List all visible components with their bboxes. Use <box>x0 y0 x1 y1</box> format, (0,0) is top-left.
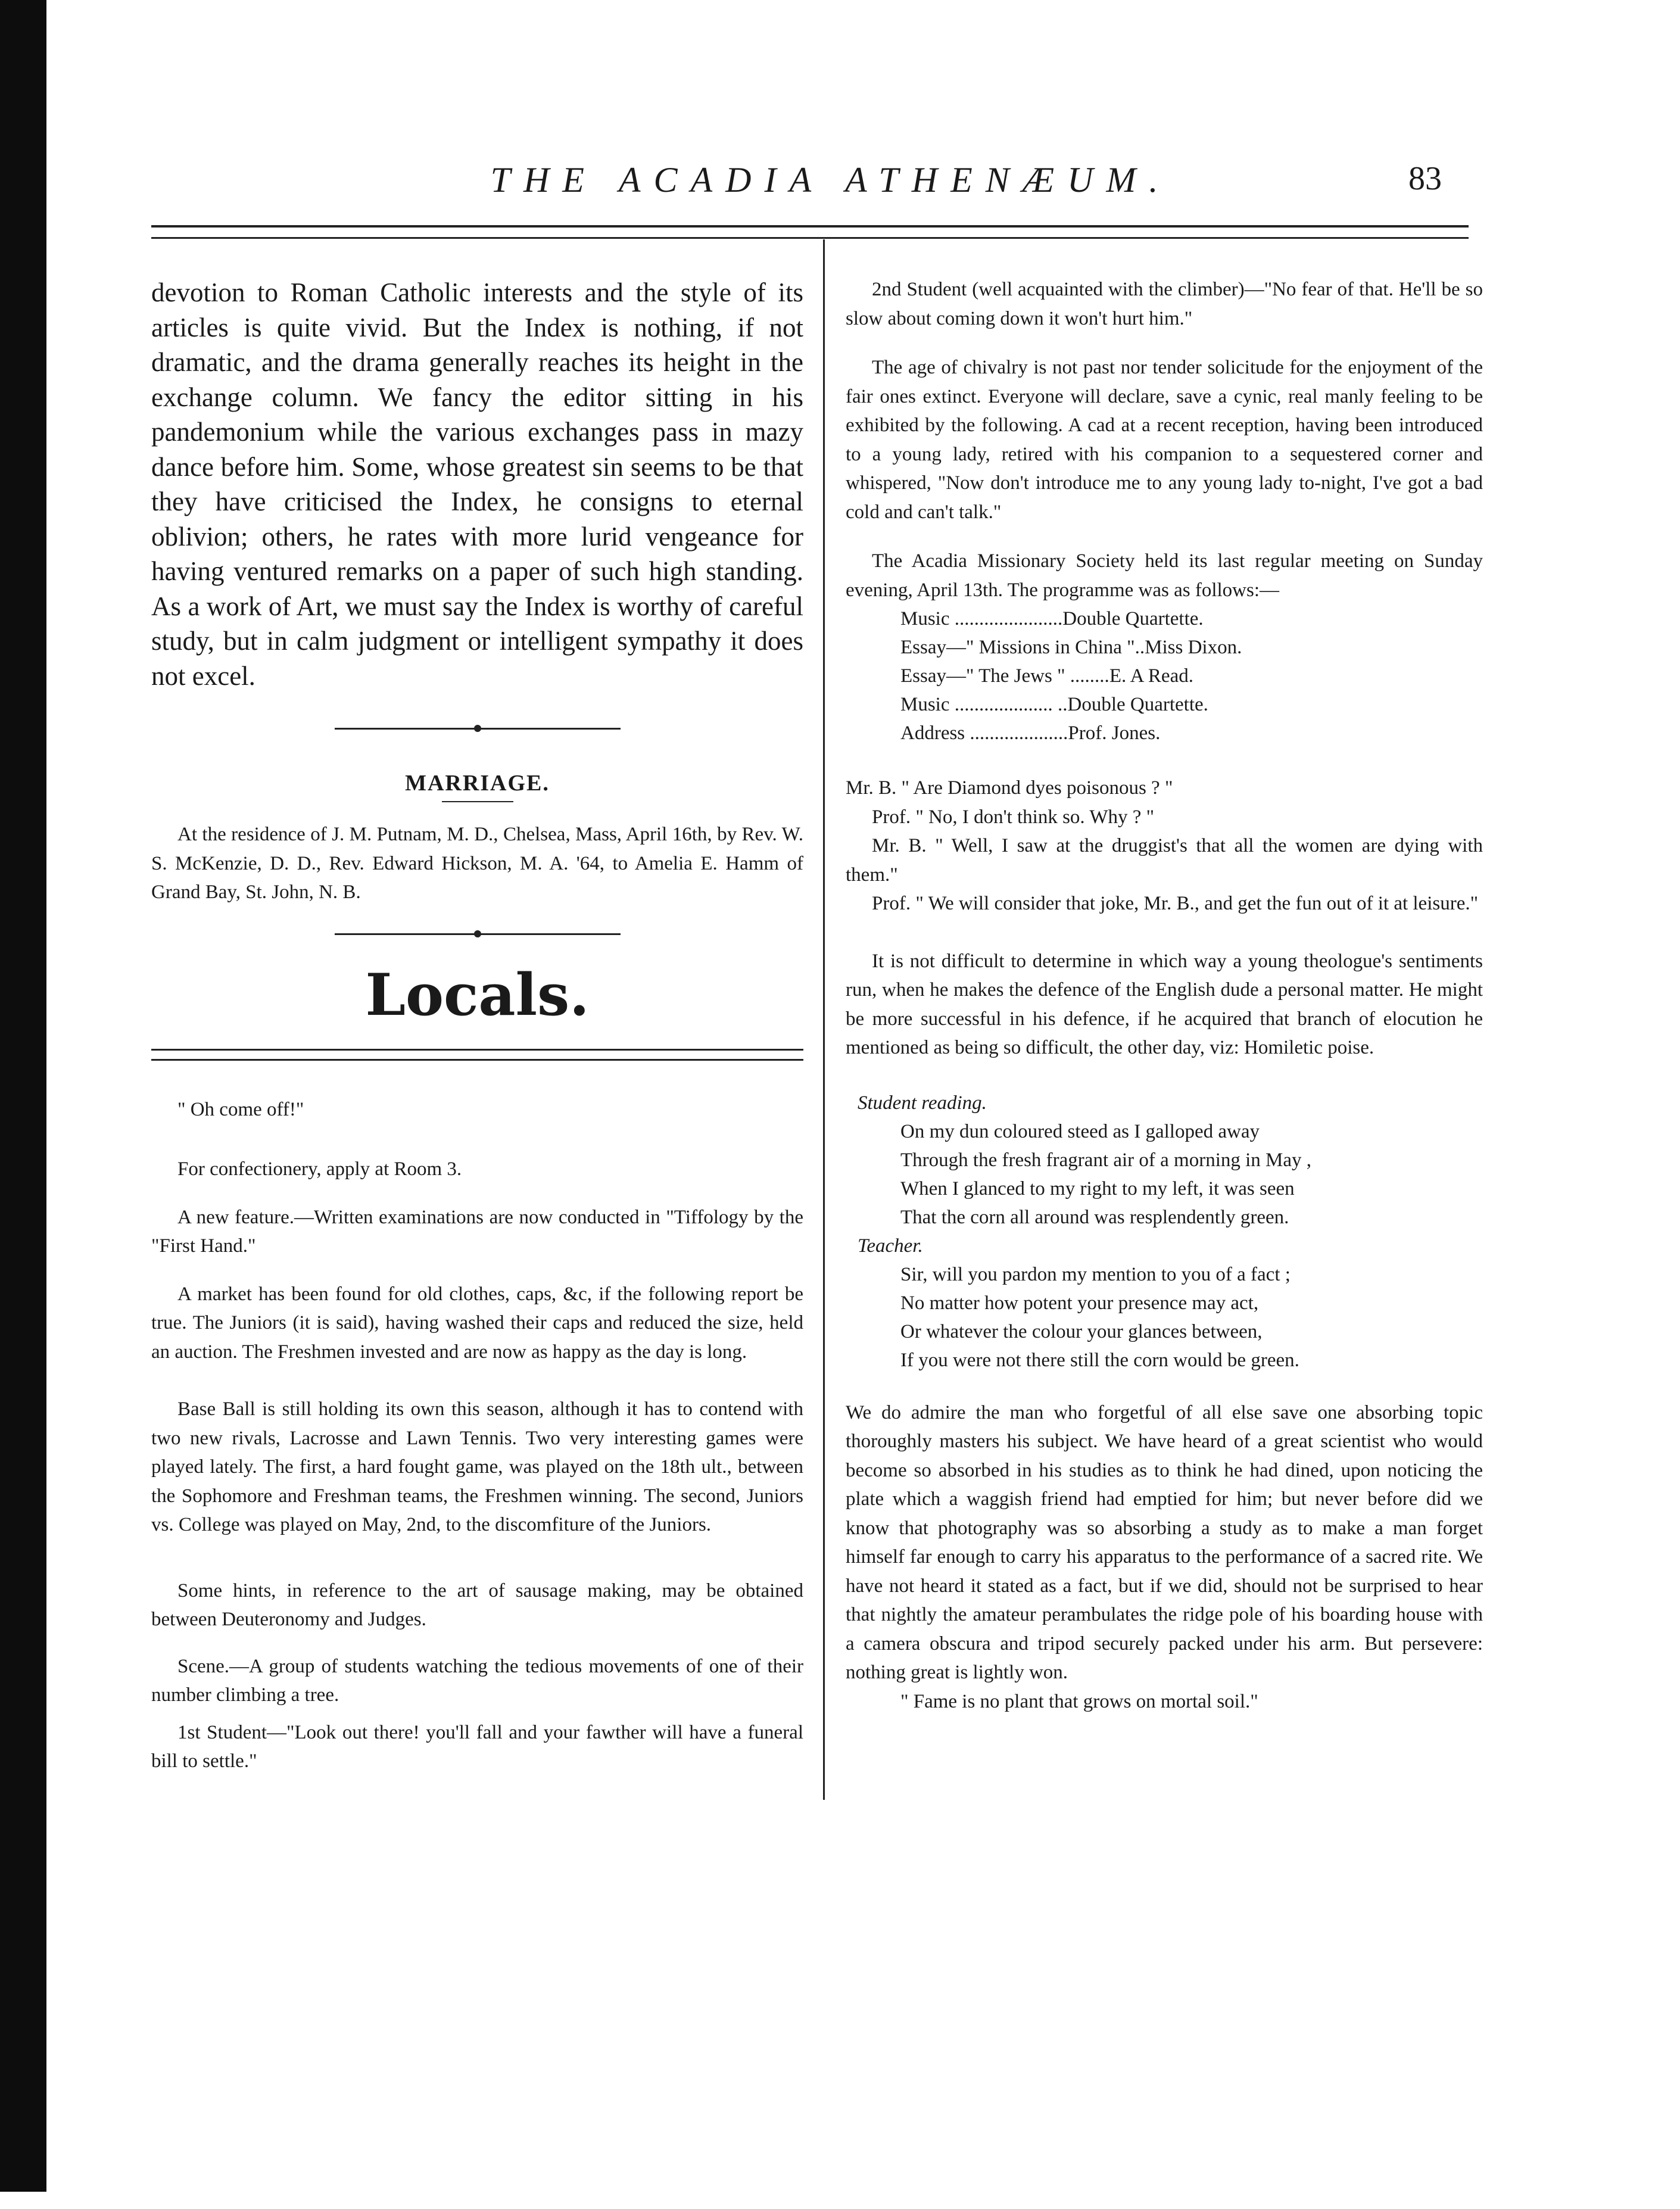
marriage-heading: MARRIAGE. <box>405 771 550 796</box>
locals-item: Base Ball is still holding its own this season, although it has to contend with two new rivals, Lacrosse and Lawn Tennis. Two very interesting games were played lately. The first, a hard fought game, was played on the 18th ult., between the Sophomore and Freshman teams, the Freshmen winning. The second, Juniors vs. College was played on May, 2nd, to the discomfiture of the Juniors. <box>151 1398 803 1535</box>
poem-line: That the corn all around was resplendently green. <box>900 1206 1289 1228</box>
locals-rule-top <box>151 1049 803 1051</box>
programme-list <box>900 605 1483 747</box>
divider-dot <box>474 930 481 937</box>
programme-performer: E. A Read. <box>1109 665 1193 687</box>
second-student-paragraph: 2nd Student (well acquainted with the climber)—"No fear of that. He'll be so slow about coming down it won't hurt him." <box>846 279 1483 329</box>
dialogue-line: Mr. B. " Well, I saw at the druggist's that all the women are dying with them." <box>846 835 1483 886</box>
header-rule-bottom <box>151 237 1469 239</box>
teacher-label: Teacher. <box>858 1235 923 1257</box>
section-divider <box>335 933 621 935</box>
theologue-paragraph: It is not difficult to determine in which way a young theologue's sentiments run, when he makes the defence of the English dude a personal matter. He might be more successful in his defence, if he acquired that branch of elocution he mentioned as being so difficult, the other day, viz: Homiletic poise. <box>846 950 1483 1058</box>
programme-row <box>900 662 1483 690</box>
student-label: Student reading. <box>858 1092 987 1114</box>
dialogue-line: Prof. " We will consider that joke, Mr. B., and get the fun out of it at leisure." <box>872 893 1479 914</box>
locals-item: Scene.—A group of students watching the tedious movements of one of their number climbing a tree. <box>151 1655 803 1706</box>
fame-quote: " Fame is no plant that grows on mortal soil." <box>900 1690 1258 1712</box>
locals-item: Some hints, in reference to the art of sausage making, may be obtained between Deuteronomy and Judges. <box>151 1579 803 1630</box>
programme-row <box>900 605 1483 633</box>
programme-item: Music ...................... <box>900 608 1063 630</box>
locals-heading: Locals. <box>365 961 590 1029</box>
programme-row <box>900 633 1483 662</box>
programme-performer: Miss Dixon. <box>1145 637 1242 658</box>
locals-item: 1st Student—"Look out there! you'll fall and your fawther will have a funeral bill to settle." <box>151 1721 803 1772</box>
page-spine-edge <box>0 0 46 2209</box>
programme-performer: Prof. Jones. <box>1068 722 1161 744</box>
poem-line: Through the fresh fragrant air of a morning in May , <box>900 1149 1312 1171</box>
left-column <box>151 275 803 1776</box>
poem-teacher <box>900 1260 1483 1375</box>
missionary-paragraph: The Acadia Missionary Society held its last regular meeting on Sunday evening, April 13th. The programme was as follows:— <box>846 550 1483 601</box>
programme-row <box>900 719 1483 747</box>
index-paragraph: devotion to Roman Catholic interests and the style of its articles is quite vivid. But the Index is nothing, if not dramatic, and the drama generally reaches its height in the exchange column. We fancy the editor sitting in his pandemonium while the various exchanges pass in mazy dance before him. Some, whose greatest sin seems to be that they have criticised the Index, he consigns to eternal oblivion; others, he rates with more lurid vengeance for having ventured remarks on a paper of such high standing. As a work of Art, we must say the Index is worthy of careful study, but in calm judgment or intelligent sympathy it does not excel. <box>151 278 803 691</box>
page-number: 83 <box>1408 160 1442 197</box>
poem-line: Sir, will you pardon my mention to you of a fact ; <box>900 1263 1291 1285</box>
poem-line: When I glanced to my right to my left, it was seen <box>900 1177 1295 1199</box>
marriage-notice: At the residence of J. M. Putnam, M. D., Chelsea, Mass, April 16th, by Rev. W. S. McKenzie, D. D., Rev. Edward Hickson, M. A. '64, to Amelia E. Hamm of Grand Bay, St. John, N. B. <box>151 824 803 903</box>
section-divider <box>335 728 621 730</box>
poem-line: If you were not there still the corn would be green. <box>900 1349 1299 1371</box>
locals-rule-bottom <box>151 1059 803 1061</box>
spine-gap <box>0 2192 46 2209</box>
divider-dot <box>474 725 481 732</box>
locals-item: For confectionery, apply at Room 3. <box>177 1158 462 1180</box>
programme-item: Music .................... .. <box>900 694 1068 715</box>
column-divider <box>823 239 825 1800</box>
programme-item: Essay—" Missions in China ".. <box>900 637 1145 658</box>
poem-line: No matter how potent your presence may act, <box>900 1292 1259 1314</box>
programme-item: Essay—" The Jews " ........ <box>900 665 1109 687</box>
right-column <box>846 275 1483 1716</box>
programme-row <box>900 690 1483 719</box>
poem-student <box>900 1117 1483 1232</box>
poem-line: On my dun coloured steed as I galloped away <box>900 1120 1260 1142</box>
dialogue-line: Prof. " No, I don't think so. Why ? " <box>872 806 1155 828</box>
programme-item: Address .................... <box>900 722 1068 744</box>
running-header-title: THE ACADIA ATHENÆUM. <box>490 160 1171 200</box>
locals-item: " Oh come off!" <box>177 1098 304 1120</box>
programme-performer: Double Quartette. <box>1062 608 1204 630</box>
admire-paragraph: We do admire the man who forgetful of all else save one absorbing topic thoroughly masters his subject. We have heard of a great scientist who would become so absorbed in his studies as to think he had dined, upon noticing the plate which a waggish friend had emptied for him; but never before did we know that photography was so absorbing a study as to make a man forget himself far enough to carry his apparatus to the performance of a sacred rite. We have not heard it stated as a fact, but if we did, should not be surprised to hear that nightly the amateur perambulates the ridge pole of his boarding house with a camera obscura and tripod securely packed under his arm. But persevere: nothing great is lightly won. <box>846 1401 1483 1683</box>
locals-item: A new feature.—Written examinations are now conducted in "Tiffology by the "First Hand." <box>151 1206 803 1257</box>
dialogue-line: Mr. B. " Are Diamond dyes poisonous ? " <box>846 777 1173 799</box>
programme-performer: Double Quartette. <box>1067 694 1208 715</box>
locals-item: A market has been found for old clothes, caps, &c, if the following report be true. The Juniors (it is said), having washed their caps and reduced the size, held an auction. The Freshmen invested and are now as happy as the day is long. <box>151 1283 803 1363</box>
poem-line: Or whatever the colour your glances between, <box>900 1320 1263 1342</box>
header-rule-top <box>151 225 1469 228</box>
chivalry-paragraph: The age of chivalry is not past nor tender solicitude for the enjoyment of the fair ones extinct. Everyone will declare, save a cynic, real manly feeling to be exhibited by the following. A cad at a recent reception, having been introduced to a young lady, retired with his companion to a sequestered corner and whispered, "Now don't introduce me to any young lady to-night, I've got a bad cold and can't talk." <box>846 357 1483 523</box>
